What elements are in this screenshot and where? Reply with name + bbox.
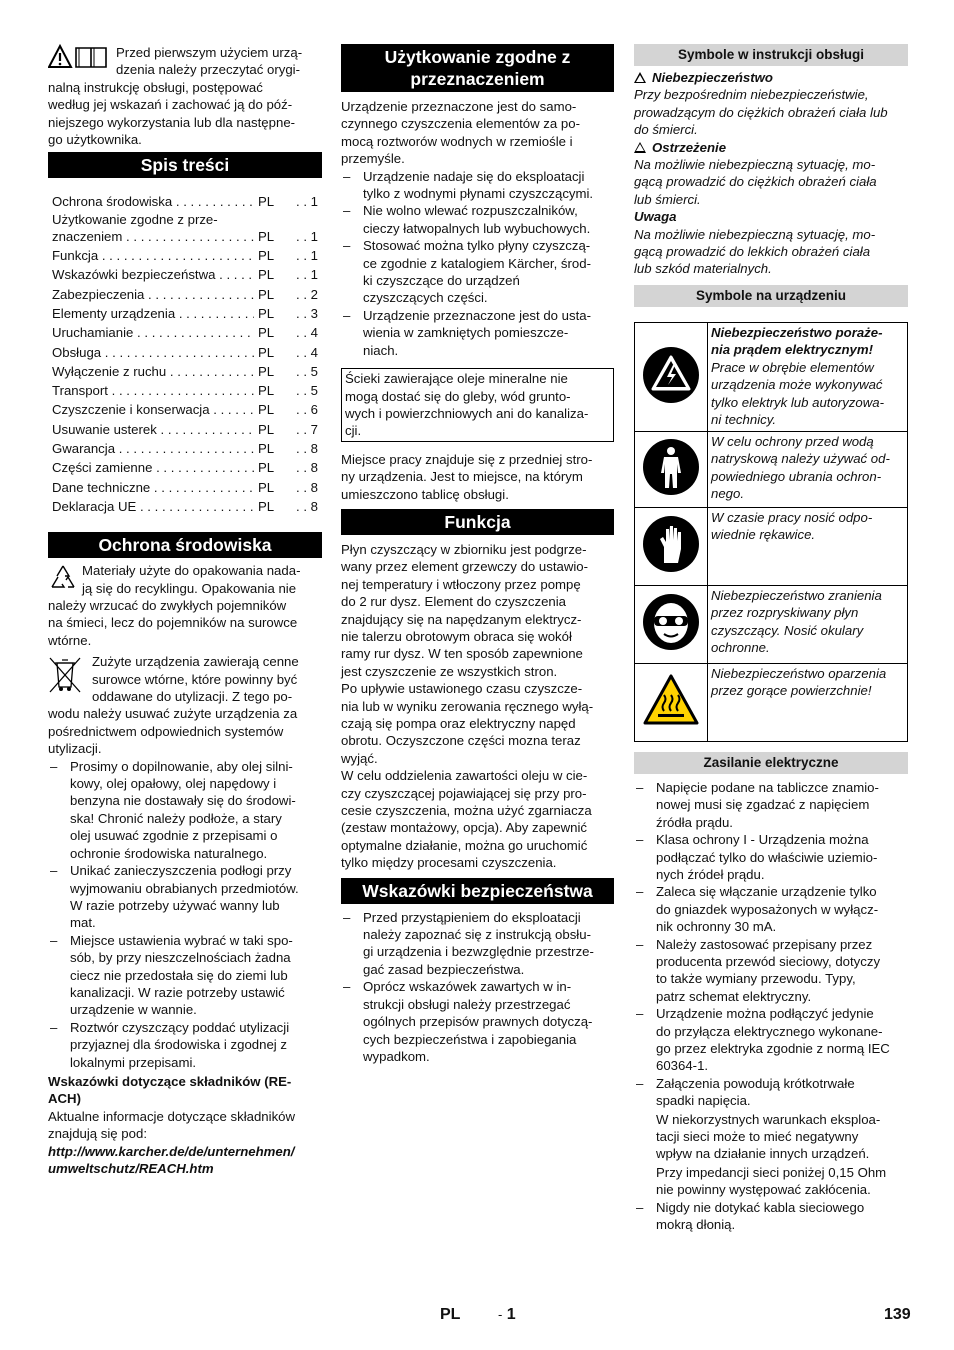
text-line: cych bezpieczeństwa i zapobiegania (363, 1031, 577, 1047)
text-line: przemyśle. (341, 151, 405, 167)
list-item (48, 1019, 322, 1071)
toc-entry[interactable] (48, 400, 322, 419)
text-line: Miejsce pracy znajduje się z przedniej stro- (341, 451, 593, 467)
toc-entry-label: Deklaracja UE . . . (52, 497, 254, 516)
text-line: nia prądem elektrycznym! (711, 342, 873, 358)
toc-entry-lang: PL (258, 479, 275, 495)
text-line: czyszczących części. (363, 290, 488, 306)
footer-page-number: 139 (884, 1306, 911, 1323)
toc-entry-page: . . 8 (288, 439, 318, 458)
symbol-row (635, 585, 908, 663)
toc-entry-lang: PL (258, 402, 275, 418)
text-line: przez gorące powierzchnie! (711, 683, 872, 699)
symbol-text (711, 433, 904, 503)
text-line: do 2 rur dysz. Element do czyszczenia (341, 594, 567, 610)
list-item (341, 237, 614, 307)
text-line: przyjaznej dla środowiska i zgodnej z (70, 1037, 287, 1053)
toc-entry-lang: PL (258, 383, 275, 399)
text-line: gi urządzenia i bezwzględnie przestrze- (363, 944, 594, 960)
text-line: – Prosimy o dopilnowanie, aby olej silni- (70, 758, 293, 774)
toc-entry-lang: PL (258, 305, 275, 321)
toc-entry-page: . . 4 (288, 323, 318, 342)
text-line: – Nie wolno wlewać rozpuszczalników, (363, 203, 578, 219)
text-line: ce zgodnie z katalogiem Kärcher, środ- (363, 255, 591, 271)
text-line: umieszczono tablicę obsługi. (341, 486, 509, 502)
text-line: czają się pompa oraz elektryczny napęd (341, 716, 576, 731)
usage-list (341, 168, 614, 359)
text-line: Przy bezpośrednim niebezpieczeństwie, (634, 87, 869, 103)
footer-lang: PL (440, 1306, 461, 1323)
text-line: nie talerzu obrotowym obraca się wokół (341, 628, 572, 644)
toc-entry-label: Części zamienne . . . (52, 458, 254, 477)
warning-book-icon (48, 44, 108, 70)
toc-entry-lang: PL (258, 286, 275, 302)
usage-heading: Użytkowanie zgodne z przeznaczeniem (341, 44, 614, 92)
toc-entry-page: . . 6 (288, 400, 318, 419)
toc-entry-lang: PL (258, 325, 275, 341)
table-of-contents (48, 192, 322, 516)
text-line: tylko między procesami czyszczenia. (341, 855, 557, 871)
text-line: Niebezpieczeństwo zranienia (711, 587, 882, 603)
text-line: mocą roztworów wodnych w rzemiośle i (341, 133, 573, 149)
caution-text (634, 226, 908, 278)
toc-entry-lang: PL (258, 228, 275, 244)
text-line: ki czyszczące do urządzeń (363, 273, 520, 289)
text-line: urządzenie w wannie. (70, 1002, 197, 1018)
protective-suit-icon (642, 484, 700, 499)
text-line: do przyłącza elektrycznego wykonane- (656, 1023, 883, 1039)
toc-entry-lang: PL (258, 248, 275, 264)
footer-page-local: - 1 (498, 1306, 516, 1323)
text-line: wany przez element grzewczy do ustawio- (341, 559, 589, 575)
text-line: benzyna nie dostawały się do środowi- (70, 793, 296, 809)
text-line: nia lub w wyniku zerowania ręcznego wyłą- (341, 698, 594, 714)
text-line: nik ochronny 30 mA. (656, 919, 777, 935)
text-line: – Stosować można tylko płyny czyszczą- (363, 238, 591, 254)
list-item (634, 883, 908, 935)
column-middle (341, 44, 614, 1065)
reach-text: Aktualne informacje dotyczące składników znajdują się pod: (48, 1108, 296, 1142)
toc-entry-lang: PL (258, 194, 275, 210)
symbol-row (635, 322, 908, 431)
text-line: cesie czyszczenia, można użyć zgarniacza (341, 803, 592, 819)
text-line: nowej musi się zgadzać z napięciem (656, 797, 870, 813)
list-item (634, 1075, 908, 1110)
text-line: wienia w zamkniętych pomieszcze- (363, 325, 569, 341)
manual-symbols-heading: Symbole w instrukcji obsługi (634, 44, 908, 66)
text-line: – Miejsce ustawienia wybrać w taki spo- (70, 932, 293, 948)
toc-entry-page: . . 7 (288, 420, 318, 439)
text-line: Niebezpieczeństwo oparzenia (711, 665, 887, 681)
list-item (634, 936, 908, 1006)
symbol-text (711, 587, 904, 657)
toc-entry[interactable] (48, 323, 322, 342)
symbol-text (711, 359, 904, 429)
danger-label: Niebezpieczeństwo (634, 69, 908, 86)
text-line: W czasie pracy nosić odpo- (711, 509, 873, 525)
text-line: niach. (363, 342, 399, 358)
text-line: cji. (345, 423, 362, 439)
device-symbols-heading: Symbole na urządzeniu (634, 285, 908, 307)
text-line: powiedniego ubrania ochron- (711, 468, 882, 484)
text-line: 60364-1. (656, 1058, 709, 1074)
text-line: natryskową należy używać od- (711, 451, 890, 467)
text-line: nych źródeł prądu. (656, 866, 765, 882)
text-line: nej temperatury i wtłoczony przez pompę (341, 576, 581, 592)
toc-entry-page: . . 2 (288, 285, 318, 304)
text-line: tylko elektryk lub autoryzowa- (711, 394, 884, 410)
symbol-text (711, 665, 904, 700)
device-symbols-table (634, 322, 908, 742)
recycle-block: Materiały użyte do opakowania nada- ją się do recyklingu. Opakowania nie należy wrzucać do zwykłych pojemników na śmieci, lecz do pojemników na surowce wtórne. (48, 563, 301, 648)
toc-entry-lang: PL (258, 460, 275, 476)
symbol-text (711, 509, 904, 544)
toc-entry-label: Elementy urządzenia . . . (52, 304, 254, 323)
text-line: znajdujący się na napędzanym elektrycz- (341, 611, 582, 627)
power-list (634, 779, 908, 1234)
toc-entry-label: znaczeniem . . . (52, 227, 254, 246)
text-line: wych i powierzchniowych ani do kanaliza- (345, 405, 589, 421)
toc-entry-page: . . 5 (288, 362, 318, 381)
toc-heading: Spis treści (48, 152, 322, 178)
text-line: spadki napięcia. (656, 1093, 751, 1109)
toc-entry-page: . . 4 (288, 343, 318, 362)
power-heading: Zasilanie elektryczne (634, 752, 908, 774)
text-line: gać zasad bezpieczeństwa. (363, 961, 525, 977)
text-line: kanalizacji. W razie potrzeby ustawić (70, 984, 285, 1000)
text-line: Po upływie ustawionego czasu czyszcze- (341, 681, 583, 697)
text-line: – Urządzenie można podłączyć jedynie (656, 1006, 874, 1022)
text-line: urządzenia może wykonywać (711, 377, 883, 393)
goggles-icon (642, 639, 700, 654)
caution-label: Uwaga (634, 209, 677, 225)
list-item (48, 932, 322, 1019)
text-line: czynnego czyszczenia elementów za po- (341, 116, 580, 132)
toc-entry[interactable] (48, 381, 322, 400)
intro-block (48, 44, 322, 148)
list-item (634, 831, 908, 883)
toc-entry-label: Czyszczenie i konserwacja . . . (52, 400, 254, 419)
list-subparagraph (634, 1164, 908, 1199)
crossed-bin-icon (48, 655, 82, 699)
toc-entry[interactable] (48, 285, 322, 304)
intro-text: Przed pierwszym użyciem urzą- dzenia należy przeczytać orygi- nalną instrukcję obsługi, postępować według jej wskazań i zachować ją do póź- niejszego wykorzystania lub dla następne- go użytkownika. (48, 45, 303, 148)
symbol-row (635, 663, 908, 741)
toc-entry-label: Użytkowanie zgodne z prze- (52, 211, 218, 227)
toc-entry-lang: PL (258, 363, 275, 379)
toc-entry[interactable] (48, 420, 322, 439)
gloves-icon (642, 561, 700, 576)
text-line: mat. (70, 915, 96, 931)
toc-entry-label: Usuwanie usterek . . . (52, 420, 254, 439)
text-line: czyszczący. Nosić okulary (711, 622, 864, 638)
toc-entry-label: Gwarancja . . . (52, 439, 254, 458)
list-item (341, 168, 614, 203)
column-right (634, 44, 908, 1233)
text-line: do gniazdek wyposażonych w wyłącz- (656, 901, 879, 917)
text-line: nego. (711, 486, 745, 502)
text-line: – Urządzenie nadaje się do eksploatacji (363, 168, 585, 184)
text-line: – Roztwór czyszczący poddać utylizacji (70, 1019, 290, 1035)
toc-entry[interactable] (48, 343, 322, 362)
text-line: gącą prowadzić do lekkich obrażeń ciała (634, 244, 871, 260)
text-line: lub szkód materialnych. (634, 261, 772, 277)
toc-entry-label: Dane techniczne . . . (52, 478, 254, 497)
text-line: wyjmowaniu obrabianych przedmiotów. (70, 880, 299, 896)
toc-entry-page: . . 1 (288, 192, 318, 211)
reach-link[interactable]: http://www.karcher.de/de/unternehmen/ umweltschutz/REACH.htm (48, 1143, 295, 1176)
text-line: czy czyszczącej pojawiającej się przy pro- (341, 785, 587, 801)
toc-entry-label: Transport . . . (52, 381, 254, 400)
text-line: – Należy zastosować przepisany przez (656, 936, 873, 952)
warning-triangle-icon (634, 72, 646, 83)
text-line: mokrą dłonią. (656, 1217, 736, 1233)
toc-entry-page: . . 1 (288, 246, 318, 265)
recycle-icon (48, 563, 78, 597)
function-heading: Funkcja (341, 509, 614, 535)
toc-entry-page: . . 3 (288, 304, 318, 323)
toc-entry[interactable] (48, 265, 322, 284)
text-line: źródła prądu. (656, 814, 733, 830)
text-line: Urządzenie przeznaczone jest do samo- (341, 99, 577, 114)
toc-entry[interactable] (48, 458, 322, 477)
environment-heading: Ochrona środowiska (48, 532, 322, 558)
workplace-text (341, 451, 614, 503)
toc-entry-label: Uruchamianie . . . (52, 323, 254, 342)
column-left (48, 44, 322, 1177)
list-subparagraph (634, 1111, 908, 1163)
text-line: tylko z wodnymi płynami czyszczącymi. (363, 186, 594, 202)
text-line: ramy rur dysz. W ten sposób zapewnione (341, 646, 583, 662)
text-line: wpływ na działanie innych urządzeń. (656, 1146, 870, 1162)
list-item (634, 1199, 908, 1234)
toc-entry-lang: PL (258, 498, 275, 514)
text-line: – Zaleca się włączanie urządzenie tylko (656, 884, 877, 900)
text-line: Niebezpieczeństwo poraże- (711, 324, 883, 340)
text-line: Ścieki zawierające oleje mineralne nie (345, 371, 568, 387)
symbol-row (635, 431, 908, 507)
text-line: wypadkom. (363, 1048, 430, 1064)
toc-entry-lang: PL (258, 421, 275, 437)
text-line: Prace w obrębie elementów (711, 359, 874, 375)
text-line: Na możliwie niebezpieczną sytuację, mo- (634, 226, 876, 242)
toc-entry-label: Ochrona środowiska . . . (52, 192, 254, 211)
text-line: – Urządzenie przeznaczone jest do usta- (363, 307, 591, 323)
list-item (341, 202, 614, 237)
text-line: ochronne. (711, 640, 770, 656)
list-item (634, 1005, 908, 1075)
text-line: mogą dostać się do gleby, wód grunto- (345, 388, 571, 404)
text-line: – Unikać zanieczyszczenia podłogi przy (70, 863, 292, 879)
text-line: ciecz nie przedostała się do ziemi lub (70, 967, 288, 983)
text-line: lub śmierci. (634, 191, 701, 207)
function-p2 (341, 680, 614, 767)
text-line: ni technicy. (711, 411, 776, 427)
hot-surface-icon (642, 715, 700, 730)
toc-entry-page: . . 1 (288, 265, 318, 284)
text-line: Przy impedancji sieci poniżej 0,15 Ohm (656, 1164, 887, 1180)
warning-text (634, 156, 908, 208)
text-line: tacji sieci może to mieć negatywny (656, 1129, 859, 1144)
list-item (48, 758, 322, 862)
symbol-row (635, 507, 908, 585)
text-line: patrz schemat elektryczny. (656, 988, 812, 1004)
text-line: Płyn czyszczący w zbiorniku jest podgrze- (341, 541, 587, 557)
toc-entry-page: . . 8 (288, 478, 318, 497)
toc-entry[interactable] (48, 497, 322, 516)
text-line: ogólnych przepisów prawnych dotyczą- (363, 1014, 593, 1030)
safety-heading: Wskazówki bezpieczeństwa (341, 878, 614, 904)
text-line: W razie potrzeby używać wanny lub (70, 897, 280, 913)
list-item (341, 978, 614, 1065)
text-line: – Nigdy nie dotykać kabla sieciowego (656, 1199, 865, 1215)
text-line: W celu oddzielenia zawartości oleju w cie- (341, 768, 588, 784)
list-item (341, 909, 614, 979)
text-line: olej usuwać zgodnie z przepisami o (70, 828, 278, 844)
warning-triangle-icon (634, 142, 646, 153)
toc-entry[interactable] (48, 478, 322, 497)
environment-list (48, 758, 322, 1071)
toc-entry-lang: PL (258, 267, 275, 283)
text-line: prowadzącym do ciężkich obrażeń ciała lub (634, 104, 888, 120)
text-line: – Przed przystąpieniem do eksploatacji (363, 909, 581, 925)
text-line: optymalne działanie, można go uruchomić (341, 837, 588, 853)
toc-entry[interactable] (48, 212, 322, 246)
list-item (48, 862, 322, 932)
toc-entry[interactable] (48, 439, 322, 458)
text-line: – Załączenia powodują krótkotrwałe (656, 1075, 855, 1091)
warning-label: Ostrzeżenie (634, 139, 908, 156)
toc-entry-page: . . 8 (288, 497, 318, 516)
toc-entry-label: Zabezpieczenia . . . (52, 285, 254, 304)
text-line: go przez elektryka zgodnie z normą IEC (656, 1040, 890, 1056)
text-line: ny urządzenia. Jest to miejsce, na którym (341, 469, 583, 485)
function-p1 (341, 541, 614, 680)
toc-entry-page: . . 8 (288, 458, 318, 477)
text-line: obrotu. Oczyszczone części mozna teraz (341, 733, 581, 749)
list-item (634, 779, 908, 831)
text-line: sób, by przy nieszczelnościach żadna (70, 950, 291, 966)
toc-entry[interactable] (48, 362, 322, 381)
text-line: jest czyszczenie ze wszystkich stron. (341, 663, 558, 679)
text-line: – Klasa ochrony I - Urządzenia można (656, 832, 869, 848)
reach-heading: Wskazówki dotyczące składników (RE- ACH) (48, 1073, 292, 1107)
toc-entry-label: Wyłączenie z ruchu . . . (52, 362, 254, 381)
toc-entry[interactable] (48, 304, 322, 323)
text-line: to także wymiany przewodu. Typy, (656, 971, 856, 987)
usage-intro (341, 98, 614, 168)
toc-entry[interactable] (48, 246, 322, 265)
text-line: W celu ochrony przed wodą (711, 433, 874, 449)
text-line: cieczy łatwopalnych lub wybuchowych. (363, 220, 591, 236)
danger-text (634, 86, 908, 138)
text-line: W niekorzystnych warunkach eksploa- (656, 1111, 881, 1127)
text-line: przez rozpryskiwany płyn (711, 605, 859, 621)
toc-entry-label: Funkcja . . . (52, 246, 254, 265)
text-line: – Napięcie podane na tabliczce znamio- (656, 779, 879, 795)
text-line: ska! Chronić należy podłoże, a stary (70, 810, 282, 826)
text-line: strukcji obsługi należy przestrzegać (363, 996, 571, 1012)
text-line: – Oprócz wskazówek zawartych w in- (363, 979, 572, 995)
wastewater-notice (341, 368, 614, 442)
text-line: lokalnymi przepisami. (70, 1054, 197, 1070)
toc-entry-label: Wskazówki bezpieczeństwa . . . (52, 265, 254, 284)
text-line: Na możliwie niebezpieczną sytuację, mo- (634, 157, 876, 173)
text-line: gącą prowadzić do ciężkich obrażeń ciała (634, 174, 877, 190)
toc-entry-page: . . 1 (288, 227, 318, 246)
text-line: producenta przewód sieciowy, dotyczy (656, 953, 881, 969)
weee-block: Zużyte urządzenia zawierają cenne surowce wtórne, które powinny być oddawane do utylizacji. Z tego po- wodu należy usuwać zużyte urządzenia za pośrednictwem odpowiednich systemów utylizacji. (48, 654, 299, 757)
text-line: (zestaw montażowy, opcja). Aby zapewnić (341, 820, 588, 836)
text-line: podłączać tylko do właściwie uziemio- (656, 849, 878, 865)
text-line: wiednie rękawice. (711, 527, 816, 543)
text-line: należy zapoznać się z instrukcją obsłu- (363, 927, 591, 943)
text-line: ochronie środowiska naturalnego. (70, 845, 268, 861)
text-line: kowy, olej opałowy, olej napędowy i (70, 776, 277, 792)
toc-entry-lang: PL (258, 441, 275, 456)
toc-entry[interactable] (48, 192, 322, 211)
function-p3 (341, 767, 614, 871)
symbol-title (711, 324, 904, 359)
text-line: do śmierci. (634, 122, 698, 138)
text-line: nie powinny występować zakłócenia. (656, 1182, 871, 1198)
text-line: wyjąć. (341, 750, 378, 766)
electric-shock-icon (642, 392, 700, 407)
safety-list (341, 909, 614, 1066)
toc-entry-lang: PL (258, 344, 275, 360)
toc-entry-label: Obsługa . . . (52, 343, 254, 362)
list-item (341, 307, 614, 359)
toc-entry-page: . . 5 (288, 381, 318, 400)
